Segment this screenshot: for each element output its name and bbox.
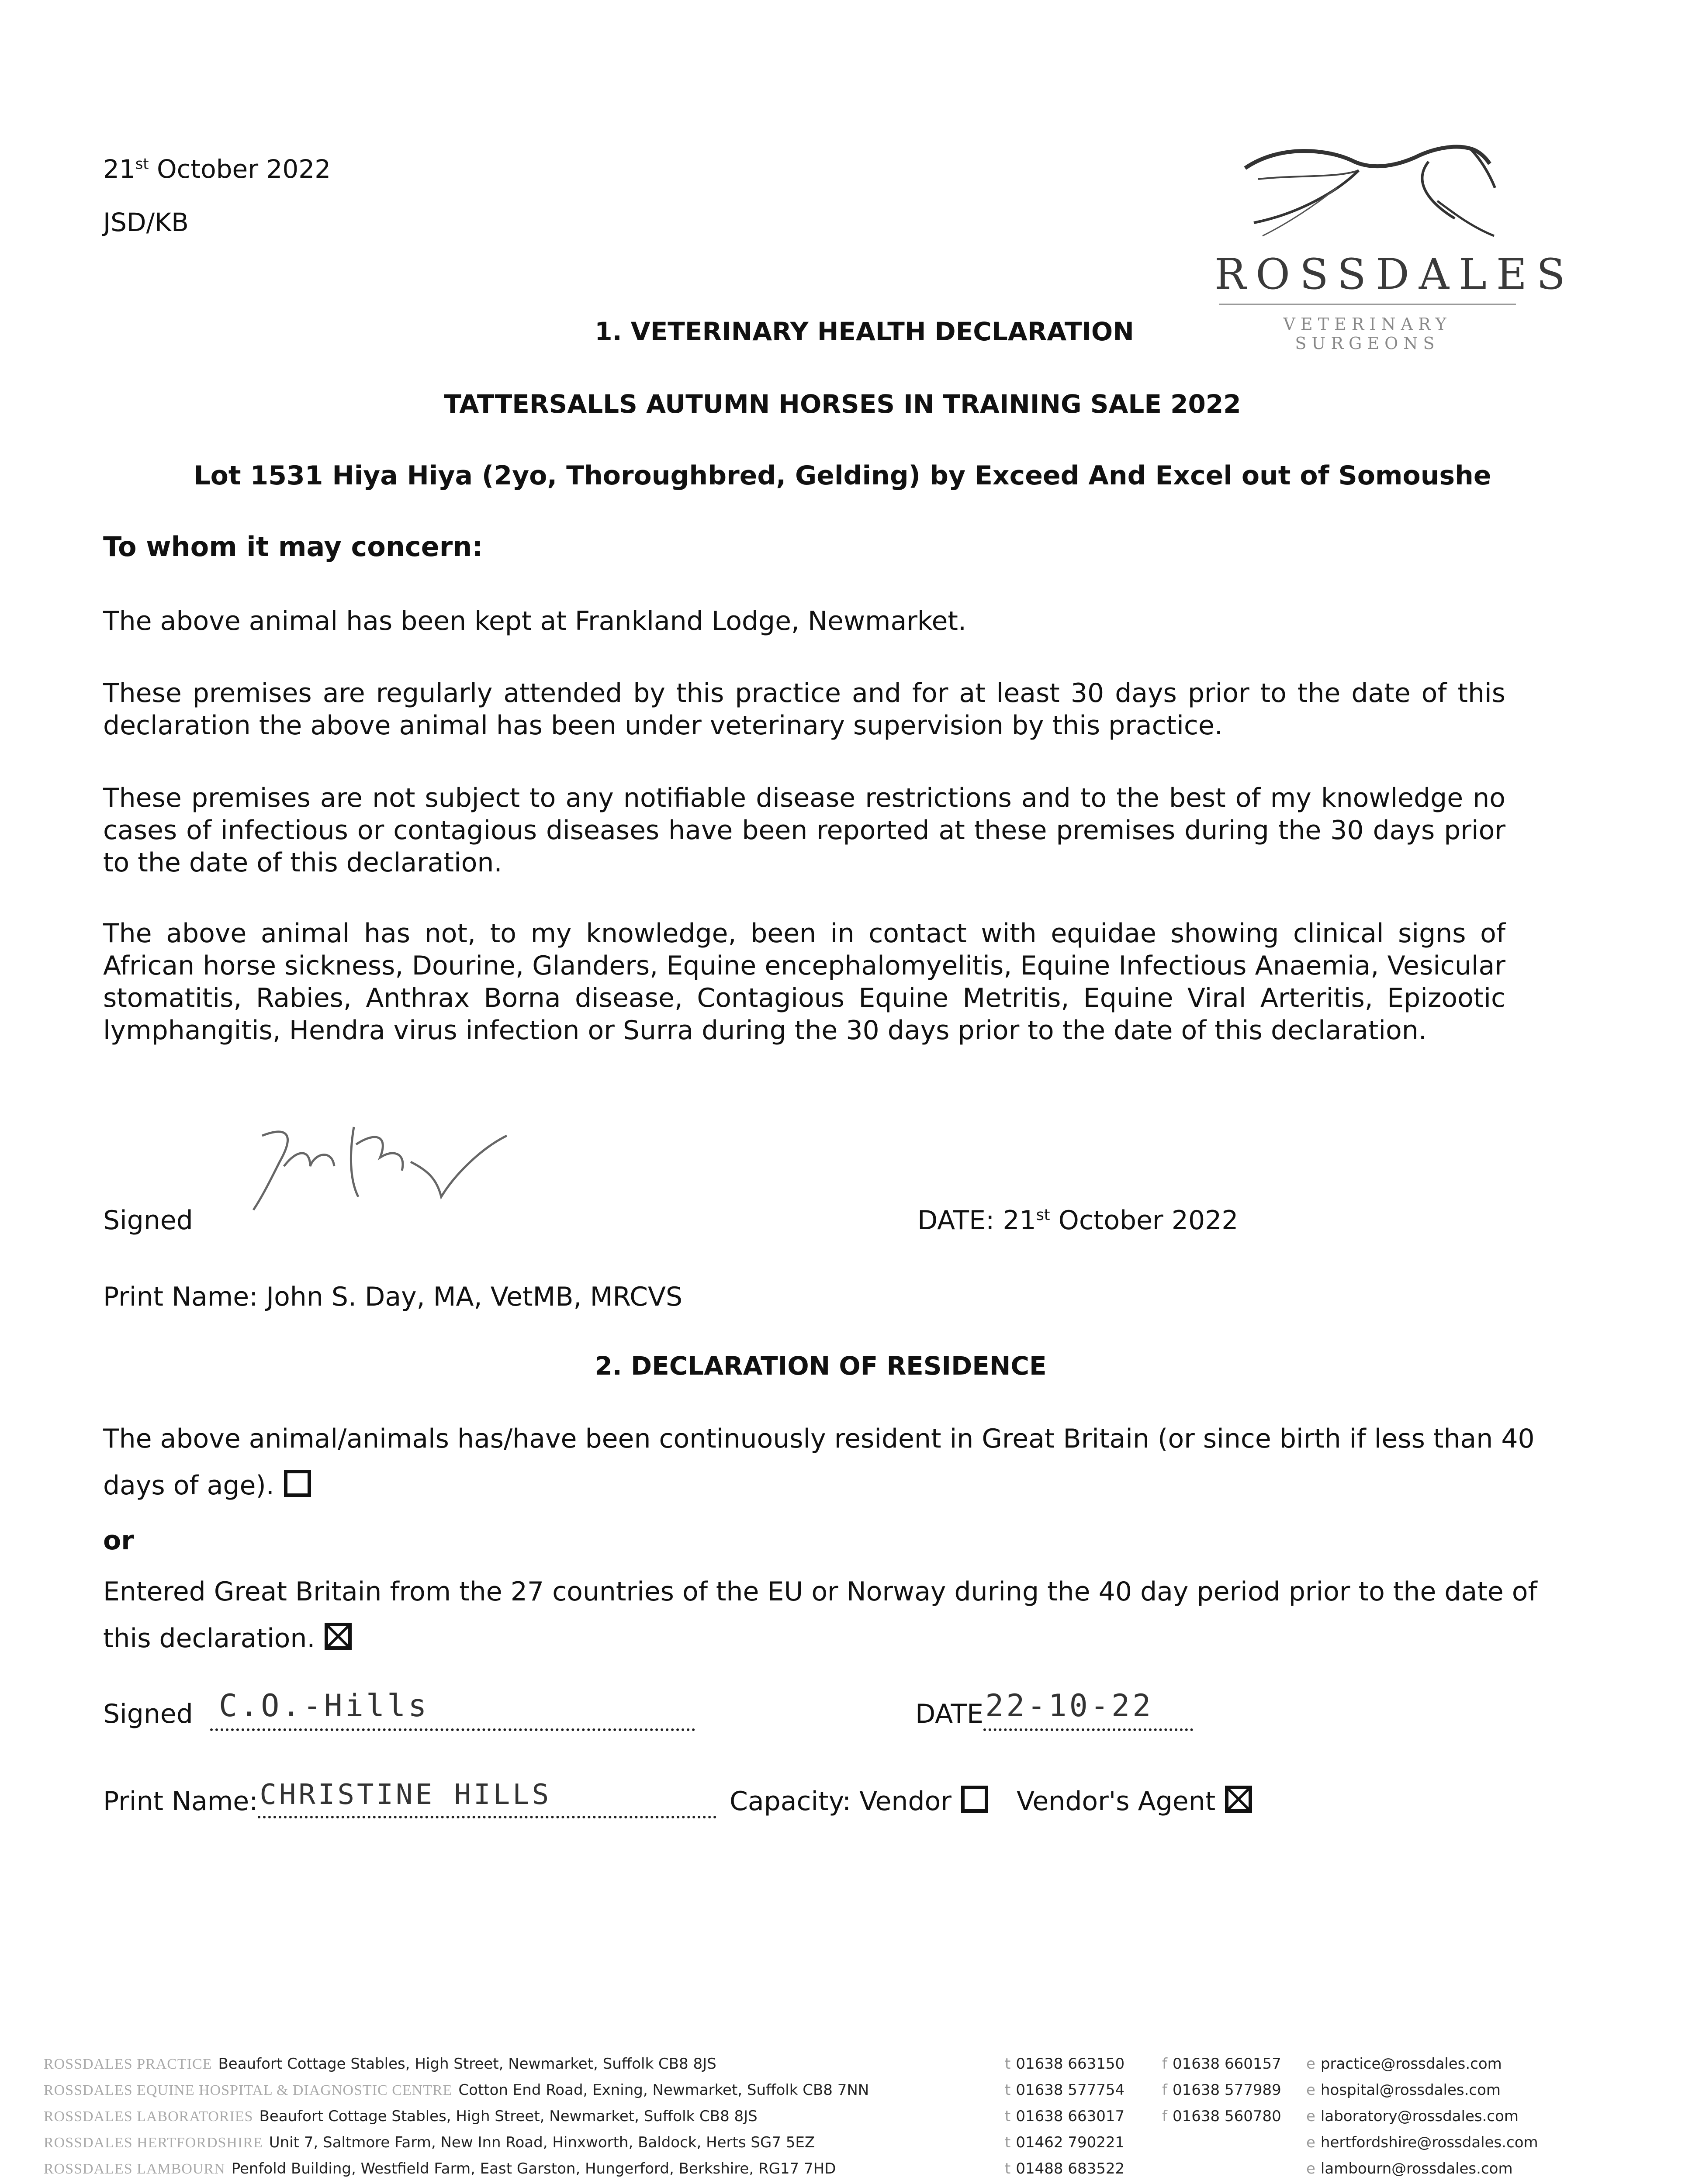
footer-tel: [1005, 2129, 1124, 2156]
section1-subtitle: TATTERSALLS AUTUMN HORSES IN TRAINING SALE 2022: [444, 389, 1241, 419]
vendor-print-name-field[interactable]: [258, 1778, 716, 1818]
footer-tel-prefix: t: [1005, 2081, 1011, 2099]
footer-fax: [1162, 2077, 1281, 2103]
residence-option2-checkbox[interactable]: [325, 1623, 352, 1650]
footer-practice-line: [44, 2103, 758, 2130]
rossdales-logo: [1214, 127, 1575, 353]
footer-address: Beaufort Cottage Stables, High Street, Newmarket, Suffolk CB8 8JS: [259, 2108, 758, 2125]
vendor-signature-field[interactable]: [210, 1688, 695, 1731]
vendor-print-row: [103, 1778, 716, 1818]
footer-practice-line: [44, 2156, 836, 2182]
capacity-vendor-checkbox[interactable]: [961, 1786, 988, 1813]
footer-email-prefix: e: [1306, 2055, 1315, 2073]
footer-email[interactable]: [1306, 2129, 1538, 2156]
date-suffix: st: [135, 155, 149, 173]
date-day: 21: [103, 154, 135, 184]
footer-tel-prefix: t: [1005, 2108, 1011, 2125]
footer-row: [44, 2077, 1660, 2103]
vendor-signature-value: C.O.-Hills: [218, 1688, 429, 1724]
footer-tel-text: 01638 577754: [1016, 2081, 1125, 2099]
salutation: To whom it may concern:: [103, 531, 483, 563]
footer-row: [44, 2051, 1660, 2077]
footer-email-text: hertfordshire@rossdales.com: [1320, 2134, 1538, 2151]
section1-title: 1. VETERINARY HEALTH DECLARATION: [595, 317, 1134, 346]
residence-option1-line2: [103, 1469, 311, 1503]
residence-option1-text: days of age).: [103, 1470, 274, 1501]
footer-row: [44, 2103, 1660, 2129]
vet-print-name: Print Name: John S. Day, MA, VetMB, MRCVS: [103, 1282, 683, 1312]
footer-email[interactable]: [1306, 2103, 1519, 2129]
footer-tel: [1005, 2077, 1124, 2103]
paragraph-3: These premises are not subject to any notifiable disease restrictions and to the best of my knowledge no cases of infectious or contagious diseases have been reported at these premises during the 30 days prior to the date of this declaration.: [103, 783, 1505, 878]
logo-tagline: VETERINARY SURGEONS: [1283, 314, 1452, 353]
footer-fax-prefix: f: [1162, 2081, 1167, 2099]
footer-fax-text: 01638 577989: [1172, 2081, 1281, 2099]
lot-description: Lot 1531 Hiya Hiya (2yo, Thoroughbred, Gelding) by Exceed And Excel out of Somoushe: [194, 460, 1491, 491]
footer-address: Penfold Building, Westfield Farm, East Garston, Hungerford, Berkshire, RG17 7HD: [231, 2160, 836, 2177]
footer-email-text: laboratory@rossdales.com: [1320, 2108, 1519, 2125]
paragraph-2: These premises are regularly attended by this practice and for at least 30 days prior to the date of this declaration the above animal has been under veterinary supervision by this practice.: [103, 678, 1505, 741]
footer-tel: [1005, 2051, 1124, 2077]
footer-tel: [1005, 2156, 1124, 2182]
footer-practice-label: ROSSDALES LABORATORIES: [44, 2108, 253, 2125]
vendor-signed-row: [103, 1688, 695, 1731]
footer-practice-label: ROSSDALES EQUINE HOSPITAL & DIAGNOSTIC CENTRE: [44, 2082, 453, 2098]
residence-option1-checkbox[interactable]: [284, 1470, 311, 1497]
footer-fax-text: 01638 660157: [1172, 2055, 1281, 2073]
footer-tel-text: 01638 663017: [1016, 2108, 1125, 2125]
vendor-date-label: DATE: [915, 1699, 984, 1729]
capacity-row: [730, 1784, 1252, 1818]
vendor-date-row: [915, 1688, 1193, 1731]
footer-email-prefix: e: [1306, 2108, 1315, 2125]
footer-practice-line: [44, 2129, 815, 2156]
footer-email-prefix: e: [1306, 2081, 1315, 2099]
footer-email[interactable]: [1306, 2156, 1513, 2182]
footer-tel-prefix: t: [1005, 2055, 1011, 2073]
footer-practice-line: [44, 2077, 869, 2104]
or-label: or: [103, 1525, 134, 1556]
footer-tel-text: 01462 790221: [1016, 2134, 1125, 2151]
reference: JSD/KB: [103, 207, 189, 237]
footer-row: [44, 2129, 1660, 2156]
logo-divider: [1219, 304, 1516, 305]
section2-title: 2. DECLARATION OF RESIDENCE: [595, 1351, 1047, 1381]
paragraph-1: The above animal has been kept at Frankland Lodge, Newmarket.: [103, 606, 967, 636]
footer-fax-prefix: f: [1162, 2055, 1167, 2073]
footer-email-text: practice@rossdales.com: [1320, 2055, 1502, 2073]
vet-date: [917, 1203, 1238, 1237]
footer-fax: [1162, 2051, 1281, 2077]
footer-email-prefix: e: [1306, 2134, 1315, 2151]
vet-date-label: DATE: 21: [917, 1205, 1036, 1236]
vendor-signed-label: Signed: [103, 1699, 193, 1729]
capacity-vendor-label: Capacity: Vendor: [730, 1786, 951, 1817]
footer-tel: [1005, 2103, 1124, 2129]
footer-email-text: lambourn@rossdales.com: [1320, 2160, 1513, 2177]
footer-tel-prefix: t: [1005, 2134, 1011, 2151]
footer-fax-prefix: f: [1162, 2108, 1167, 2125]
footer-email[interactable]: [1306, 2051, 1502, 2077]
logo-name: ROSSDALES: [1214, 250, 1575, 299]
capacity-agent-label: Vendor's Agent: [1017, 1786, 1216, 1817]
residence-option1-line1: The above animal/animals has/have been continuously resident in Great Britain (or since birth if less than 40: [103, 1424, 1535, 1454]
horse-icon: [1228, 127, 1507, 240]
vendor-date-value: 22-10-22: [985, 1688, 1154, 1724]
footer-practice-label: ROSSDALES PRACTICE: [44, 2056, 212, 2072]
vendor-date-field[interactable]: [983, 1688, 1193, 1731]
footer-practice-label: ROSSDALES HERTFORDSHIRE: [44, 2135, 263, 2151]
capacity-agent-checkbox[interactable]: [1225, 1786, 1252, 1813]
vet-signed-label: Signed: [103, 1205, 193, 1236]
footer-fax-text: 01638 560780: [1172, 2108, 1281, 2125]
footer-address: Beaufort Cottage Stables, High Street, Newmarket, Suffolk CB8 8JS: [218, 2055, 716, 2073]
footer: [44, 2051, 1660, 2182]
footer-fax: [1162, 2103, 1281, 2129]
footer-row: [44, 2156, 1660, 2182]
footer-tel-text: 01638 663150: [1016, 2055, 1125, 2073]
vendor-print-name-label: Print Name:: [103, 1786, 258, 1817]
vet-date-suffix: st: [1036, 1206, 1050, 1224]
vendor-print-name-value: CHRISTINE HILLS: [259, 1778, 552, 1811]
footer-tel-text: 01488 683522: [1016, 2160, 1125, 2177]
footer-email[interactable]: [1306, 2077, 1501, 2103]
footer-email-text: hospital@rossdales.com: [1320, 2081, 1501, 2099]
footer-practice-line: [44, 2051, 716, 2077]
footer-tel-prefix: t: [1005, 2160, 1011, 2177]
footer-practice-label: ROSSDALES LAMBOURN: [44, 2161, 225, 2177]
letter-date: [103, 153, 331, 186]
footer-address: Unit 7, Saltmore Farm, New Inn Road, Hinxworth, Baldock, Herts SG7 5EZ: [269, 2134, 815, 2151]
residence-option2-text: this declaration.: [103, 1623, 315, 1654]
vet-signature: [245, 1109, 516, 1214]
paragraph-4: The above animal has not, to my knowledge, been in contact with equidae showing clinical signs of African horse sickness, Dourine, Glanders, Equine encephalomyelitis, Equine Infectious Anaemia, Vesicular stomatitis, Rabies, Anthrax Borna disease, Contagious Equine Metritis, Equine Viral Arteritis, Epizootic lymphangitis, Hendra virus infection or Surra during the 30 days prior to the date of this declaration.: [103, 918, 1505, 1046]
footer-email-prefix: e: [1306, 2160, 1315, 2177]
residence-option2-line1: Entered Great Britain from the 27 countries of the EU or Norway during the 40 day period prior to the date of: [103, 1576, 1537, 1607]
vet-date-rest: October 2022: [1058, 1205, 1239, 1236]
residence-option2-line2: [103, 1621, 352, 1655]
footer-address: Cotton End Road, Exning, Newmarket, Suffolk CB8 7NN: [458, 2081, 869, 2099]
date-rest: October 2022: [156, 154, 331, 184]
